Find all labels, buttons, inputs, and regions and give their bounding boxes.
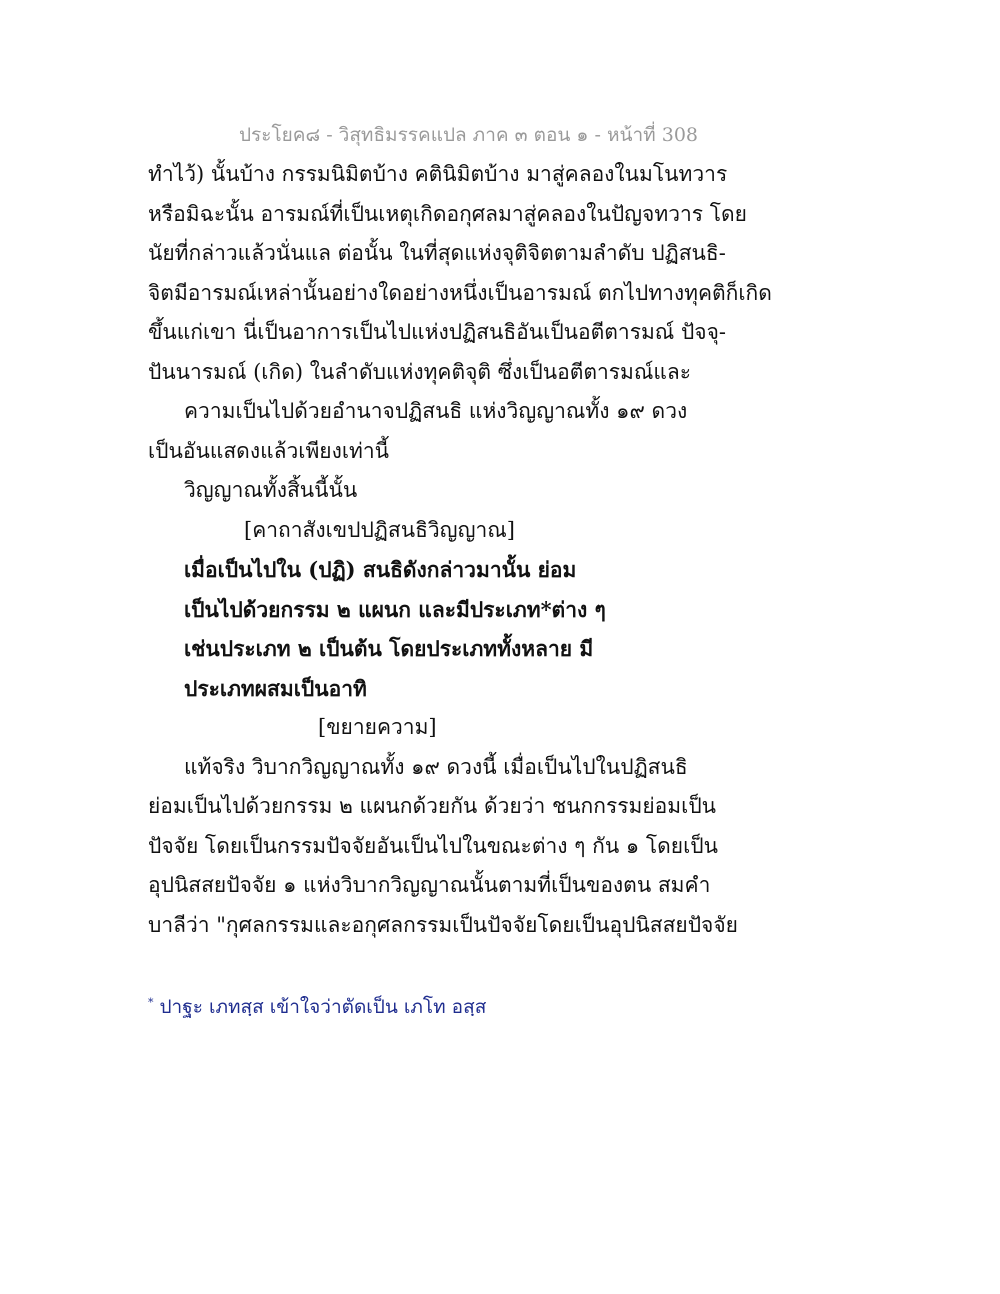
text-line: ขึ้นแก่เขา นี่เป็นอาการเป็นไปแห่งปฏิสนธิอันเป็นอตีตารมณ์ ปัจจุ- — [148, 320, 727, 344]
body-text — [148, 155, 772, 945]
text-line: นัยที่กล่าวแล้วนั่นแล ต่อนั้น ในที่สุดแห่งจุติจิตตามลำดับ ปฏิสนธิ- — [148, 241, 726, 265]
text-line: หรือมิฉะนั้น อารมณ์ที่เป็นเหตุเกิดอกุศลมาสู่คลองในปัญจทวาร โดย — [148, 201, 747, 226]
text-line: บาลีว่า "กุศลกรรมและอกุศลกรรมเป็นปัจจัยโดยเป็นอุปนิสสยปัจจัย — [148, 912, 738, 937]
paragraph-start-line: วิญญาณทั้งสิ้นนี้นั้น — [184, 478, 358, 502]
text-line: ย่อมเป็นไปด้วยกรรม ๒ แผนกด้วยกัน ด้วยว่า ชนกกรรมย่อมเป็น — [148, 794, 717, 818]
text-line: อุปนิสสยปัจจัย ๑ แห่งวิบากวิญญาณนั้นตามที่เป็นของตน สมคำ — [148, 873, 711, 897]
footnote — [148, 992, 486, 1022]
section-heading: [ขยายความ] — [318, 715, 437, 739]
footnote-marker: * — [148, 995, 154, 1009]
verse-line: เมื่อเป็นไปใน (ปฏิ) สนธิดังกล่าวมานั้น ย่อม — [184, 557, 577, 582]
text-line: ปัจจัย โดยเป็นกรรมปัจจัยอันเป็นไปในขณะต่าง ๆ กัน ๑ โดยเป็น — [148, 833, 718, 858]
text-line: เป็นอันแสดงแล้วเพียงเท่านี้ — [148, 438, 390, 463]
paragraph-start-line: แท้จริง วิบากวิญญาณทั้ง ๑๙ ดวงนี้ เมื่อเป็นไปในปฏิสนธิ — [184, 754, 688, 779]
verse-line: เช่นประเภท ๒ เป็นต้น โดยประเภททั้งหลาย มี — [184, 636, 594, 661]
footnote-text: ปาฐะ เภทสฺส เข้าใจว่าตัดเป็น เภโท อสฺส — [159, 996, 487, 1018]
verse-line: เป็นไปด้วยกรรม ๒ แผนก และมีประเภท*ต่าง ๆ — [184, 596, 606, 622]
text-line: ปันนารมณ์ (เกิด) ในลำดับแห่งทุคติจุติ ซึ่งเป็นอตีตารมณ์และ — [148, 359, 692, 384]
paragraph-start-line: ความเป็นไปด้วยอำนาจปฏิสนธิ แห่งวิญญาณทั้ง ๑๙ ดวง — [184, 399, 688, 423]
text-line: จิตมีอารมณ์เหล่านั้นอย่างใดอย่างหนึ่งเป็นอารมณ์ ตกไปทางทุคติก็เกิด — [148, 280, 772, 305]
text-line: ทำไว้) นั้นบ้าง กรรมนิมิตบ้าง คตินิมิตบ้าง มาสู่คลองในมโนทวาร — [148, 162, 728, 186]
verse-line: ประเภทผสมเป็นอาทิ — [184, 675, 367, 701]
verse-heading: [คาถาสังเขปปฏิสนธิวิญญาณ] — [244, 517, 515, 542]
running-header: ประโยค๘ - วิสุทธิมรรคแปล ภาค ๓ ตอน ๑ - หน้าที่ 308 — [238, 124, 698, 146]
